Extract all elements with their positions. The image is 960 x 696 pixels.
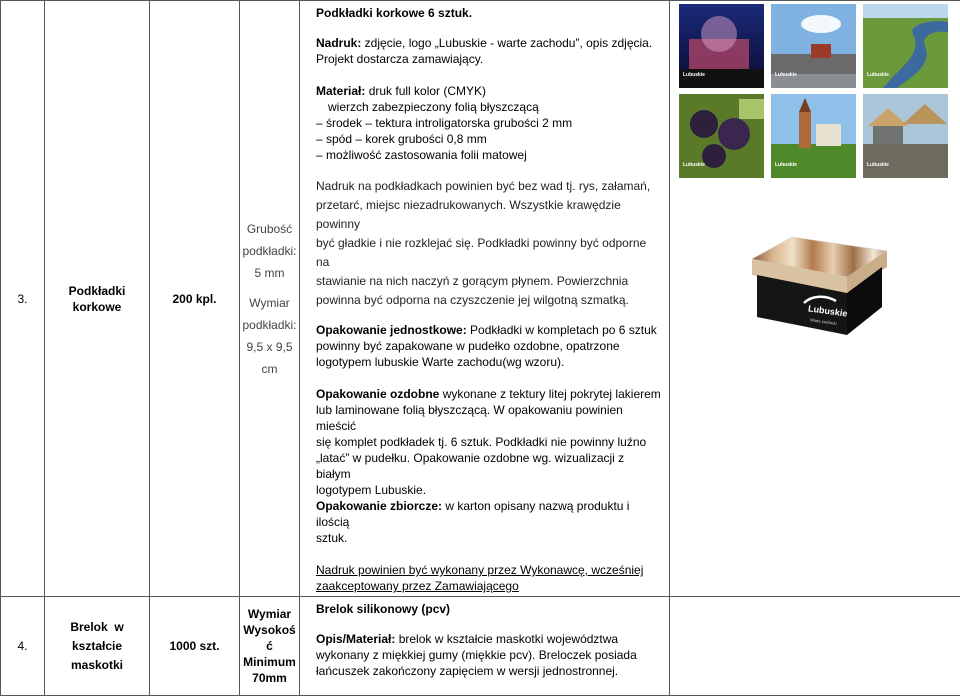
photo-harbor-thumbnail [771,4,856,88]
pack-bulk-text: w karton opisany nazwą produktu i ilością [316,499,629,529]
desc-title: Podkładki korkowe 6 sztuk. [316,5,661,21]
desc-material-text: brelok w kształcie maskotki województwa [395,632,618,646]
table-row [1,597,960,696]
dim-line: 70mm [240,670,299,686]
print-info [316,35,661,51]
pack-bulk [316,498,661,530]
material-line: – możliwość zastosowania folii matowej [316,147,661,163]
quality-line: powinna być odporna na czyszczenie jej wilgotną szmatką. [316,291,661,310]
footer-note: zaakceptowany przez Zamawiającego [316,578,661,594]
photo-church-thumbnail [771,94,856,178]
quantity: 1000 szt. [150,597,240,696]
thumb-caption: Lubuskie [775,157,797,173]
material-text: druk full kolor (CMYK) [365,84,486,98]
dim-line [240,284,299,292]
dim-line: Grubość [240,218,299,240]
box-tagline: Warte zachodu [809,312,838,332]
photo-grapes-thumbnail [679,94,764,178]
quality-line: przetarć, miejsc niezadrukowanych. Wszystkie krawędzie powinny [316,196,661,234]
quantity: 200 kpl. [150,1,240,597]
quality-line: stawianie na nich naczyń z gorącym płynem. Powierzchnia [316,272,661,291]
dim-line: ć [240,638,299,654]
desc-material [316,631,661,647]
dim-line: 9,5 x 9,5 [240,336,299,358]
dim-line: Wysokoś [240,622,299,638]
row-number: 3. [1,1,45,597]
product-name-line: kształcie [45,637,149,656]
dim-line: podkładki: [240,240,299,262]
row-number: 4. [1,597,45,696]
desc-line: łańcuszek zakończony zapięciem w wersji jednostronnej. [316,663,661,679]
pack-decor-line: się komplet podkładek tj. 6 sztuk. Podkładki nie powinny luźno [316,434,661,450]
material-label: Materiał: [316,84,365,98]
thumb-caption: Lubuskie [683,67,705,83]
image-cell [670,1,960,597]
pack-unit [316,322,661,338]
dim-line: Minimum [240,654,299,670]
product-name [45,1,150,597]
footer-note: Nadruk powinien być wykonany przez Wykonawcę, wcześniej [316,562,661,578]
quality-block [316,177,661,310]
quality-line: Nadruk na podkładkach powinien być bez wad tj. rys, załamań, [316,177,661,196]
material-line: – spód – korek grubości 0,8 mm [316,131,661,147]
dimensions [240,1,300,597]
quality-line: być gładkie i nie rozklejać się. Podkładki powinny być odporne na [316,234,661,272]
product-name-line: korkowe [45,299,149,315]
dim-line: Wymiar [240,606,299,622]
table-row [1,1,960,597]
product-name [45,597,150,696]
print-info-line2: Projekt dostarcza zamawiający. [316,51,661,67]
image-cell [670,597,960,696]
pack-bulk-label: Opakowanie zbiorcze: [316,499,442,513]
product-name-line: maskotki [45,656,149,675]
pack-decor-label: Opakowanie ozdobne [316,387,439,401]
gift-box-image [752,237,887,337]
desc-title: Brelok silikonowy (pcv) [316,601,661,617]
thumb-caption: Lubuskie [683,157,705,173]
pack-unit-label: Opakowanie jednostkowe: [316,323,467,337]
thumb-caption: Lubuskie [867,67,889,83]
pack-decor-line: „latać” w pudełku. Opakowanie ozdobne wg. wizualizacji z białym [316,450,661,482]
photo-stage-thumbnail [679,4,764,88]
print-label: Nadruk: [316,36,361,50]
pack-decor-line: lub laminowane folią błyszczącą. W opakowaniu powinien mieścić [316,402,661,434]
pack-unit-line: logotypem lubuskie Warte zachodu(wg wzoru). [316,354,661,370]
material-line: wierzch zabezpieczony folią błyszczącą [316,99,661,115]
thumb-caption: Lubuskie [775,67,797,83]
description [300,1,670,597]
product-name-line: Podkładki [45,283,149,299]
material-line: – środek – tektura introligatorska grubości 2 mm [316,115,661,131]
dim-line: podkładki: [240,314,299,336]
dimensions [240,597,300,696]
dim-line: cm [240,358,299,380]
pack-decor-line: logotypem Lubuskie. [316,482,661,498]
dim-line: 5 mm [240,262,299,284]
pack-decor-text: wykonane z tektury litej pokrytej lakierem [439,387,660,401]
desc-material-label: Opis/Materiał: [316,632,395,646]
box-logo: Lubuskie [807,300,848,321]
desc-line: wykonany z miękkiej gumy (miękkie pcv). Breloczek posiada [316,647,661,663]
product-name-line: Brelok w [45,618,149,637]
thumb-caption: Lubuskie [867,157,889,173]
pack-unit-text: Podkładki w kompletach po 6 sztuk [467,323,657,337]
photo-river-thumbnail [863,4,948,88]
photo-gazebo-thumbnail [863,94,948,178]
pack-decor [316,386,661,402]
pack-unit-line: powinny być zapakowane w pudełko ozdobne, opatrzone [316,338,661,354]
dim-line: Wymiar [240,292,299,314]
description [300,597,670,696]
material-info [316,83,661,99]
pack-bulk-line: sztuk. [316,530,661,546]
print-text: zdjęcie, logo „Lubuskie - warte zachodu”, opis zdjęcia. [361,36,652,50]
